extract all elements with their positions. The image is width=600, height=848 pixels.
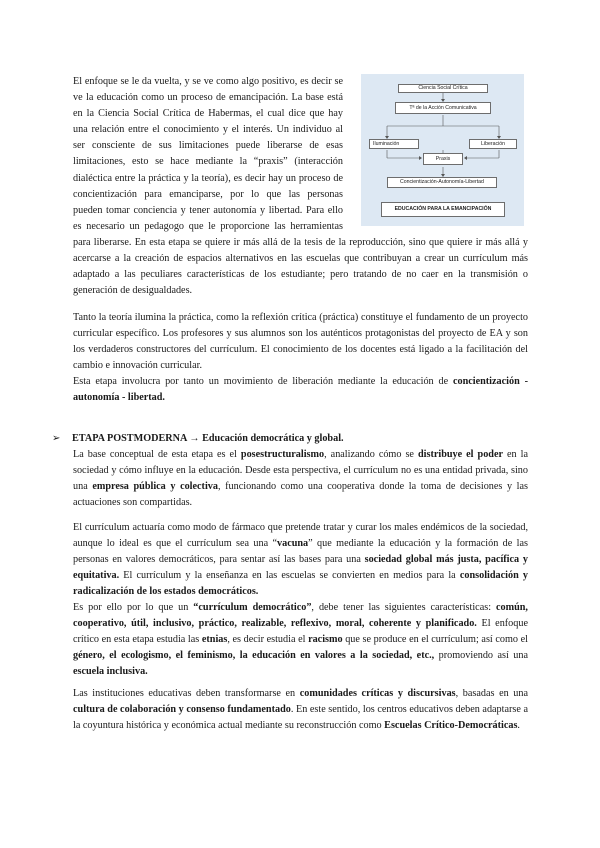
- section-heading: [52, 431, 344, 447]
- text-span: El enfoque crítico en esta etapa estudia las: [73, 618, 528, 646]
- bold-span: posestructuralismo: [240, 449, 325, 460]
- diagram-node-educacion: EDUCACIÓN PARA LA EMANCIPACIÓN: [381, 202, 505, 217]
- intro-line: limitaciones, esto se hace mediante la “praxis” (interacción: [73, 156, 343, 168]
- text-span: , basadas en una: [455, 688, 528, 699]
- text-span: , analizando cómo se: [324, 449, 418, 460]
- bold-span: género, el ecologismo, el feminismo, la educación en valores a la sociedad, etc.,: [73, 650, 435, 662]
- paragraph-liberacion: [73, 374, 528, 406]
- diagram-node-concientizacion: Concientización-Autonomía-Libertad: [387, 177, 497, 188]
- text-span: , es decir estudia el: [227, 634, 309, 646]
- text-span: promoviendo así una: [434, 650, 528, 662]
- intro-line: dialéctica entre la práctica y la teoría), es decir hay un proceso de: [73, 172, 343, 184]
- text-span: , funcionando como una cooperativa donde la toma de decisiones y las actuaciones son compartidas.: [73, 481, 528, 509]
- bold-span: distribuye el poder: [417, 449, 503, 460]
- text-span: El currículum actuaría como modo de fármaco que pretende tratar y curar los males endémicos de la sociedad, aunque lo ideal es que el currículum sea una “: [73, 522, 528, 550]
- diagram-node-teoria: Tª de la Acción Comunicativa: [395, 102, 491, 114]
- intro-line: concientización para emanciparse, por lo que las personas: [73, 188, 343, 200]
- intro-line: El enfoque se le da vuelta, y se ve como algo positivo, es decir se: [73, 76, 343, 87]
- section-title: ETAPA POSTMODERNA → Educación democrática y global.: [72, 433, 344, 444]
- text-span: La base conceptual de esta etapa es el: [73, 449, 241, 460]
- diagram-node-praxis: Praxis: [423, 153, 463, 165]
- diagram-node-iluminacion: Iluminación: [369, 139, 419, 149]
- text-span: que se produce en el currículum; así como el: [342, 634, 528, 646]
- bold-span: comunidades críticas y discursivas: [299, 688, 456, 699]
- text-span: Las instituciones educativas deben transformarse en: [73, 688, 300, 699]
- intro-line: una relación entre el conocimiento y el interés. Un individuo al: [73, 124, 343, 136]
- paragraph-instituciones: [73, 686, 528, 734]
- text-span: .: [517, 720, 520, 732]
- intro-paragraph: [73, 74, 343, 235]
- text-span: . En este sentido, los centros educativos deben adaptarse a la coyuntura histórica y económica actual mediante su reconstrucción como: [73, 704, 528, 732]
- bold-span: común, cooperativo, útil, inclusivo, práctico, realizable, reflexivo, moral, coherente y planificado.: [73, 602, 528, 630]
- intro-line: en la Ciencia Social Crítica de Habermas, el cual dice que hay: [73, 108, 343, 120]
- diagram-node-liberacion: Liberación: [469, 139, 517, 149]
- paragraph-postestructuralismo: [73, 447, 528, 511]
- intro-line: ser consciente de sus limitaciones puede liberarse de esas: [73, 140, 343, 152]
- intro-line: pueden tomar conciencia y tener autonomía y libertad. Para ello: [73, 204, 343, 216]
- text-span: El currículum y la enseñanza en las escuelas se convierten en medios para la: [119, 570, 460, 582]
- text-span: , debe tener las siguientes características:: [311, 602, 496, 613]
- bold-span: racismo: [308, 634, 343, 646]
- text-span: ” que mediante la educación y la formación de las personas en valores democráticos, para sentar así las bases para una: [73, 538, 528, 566]
- bold-span: empresa pública y colectiva: [92, 481, 218, 493]
- emancipation-diagram: [361, 74, 524, 226]
- text-span: en la sociedad y cómo influye en la educación. Desde esta perspectiva, el currículum no es una entidad privada, sino una: [73, 449, 529, 493]
- bold-span: escuela inclusiva.: [73, 666, 148, 678]
- bold-span: concientización - autonomía - libertad.: [73, 376, 528, 404]
- text-span: Es por ello por lo que un: [73, 602, 194, 613]
- diagram-node-ciencia: Ciencia Social Crítica: [398, 84, 488, 93]
- bold-span: etnias: [201, 634, 228, 646]
- bold-span: cultura de colaboración y consenso fundamentado: [73, 704, 291, 716]
- paragraph-farmaco: [73, 520, 528, 600]
- paragraph-teoria: Tanto la teoría ilumina la práctica, como la reflexión crítica (práctica) constituye el fundamento de un proyecto curricular específico. Los profesores y sus alumnos son los auténticos protagonistas del proyecto de EA y son los verdaderos constructores del currículum. El conocimiento de los docentes está ligado a la facilitación del cambio e innovación curricular.: [73, 312, 528, 372]
- bold-span: “currículum democrático”: [193, 602, 312, 613]
- bold-span: vacuna: [277, 538, 309, 550]
- bold-span: consolidación y radicalización de los estados democráticos.: [73, 570, 529, 598]
- paragraph-curriculum-democratico: [73, 600, 528, 680]
- text-span: Esta etapa involucra por tanto un movimiento de liberación mediante la educación de: [73, 376, 453, 387]
- intro-continuation: para liberarse. En esta etapa se quiere ir más allá de la tesis de la reproducción, sino que quiere ir más allá y acercarse a la creación de espacios alternativos en las escuelas que contribuyan a crear un currículum más adaptado a las peculiares características de los estudiante; pero tratando de no caer en la transmisión o generación de desigualdades.: [73, 237, 528, 297]
- intro-line: ve la educación como un proceso de emancipación. La base está: [73, 92, 343, 104]
- bold-span: sociedad global más justa, pacífica y equitativa.: [73, 554, 528, 582]
- intro-line: es necesario un pedagogo que le proporcione las herramientas: [73, 220, 343, 232]
- bold-span: Escuelas Crítico-Democráticas: [384, 720, 518, 732]
- bullet-arrow-icon: ➢: [52, 433, 61, 444]
